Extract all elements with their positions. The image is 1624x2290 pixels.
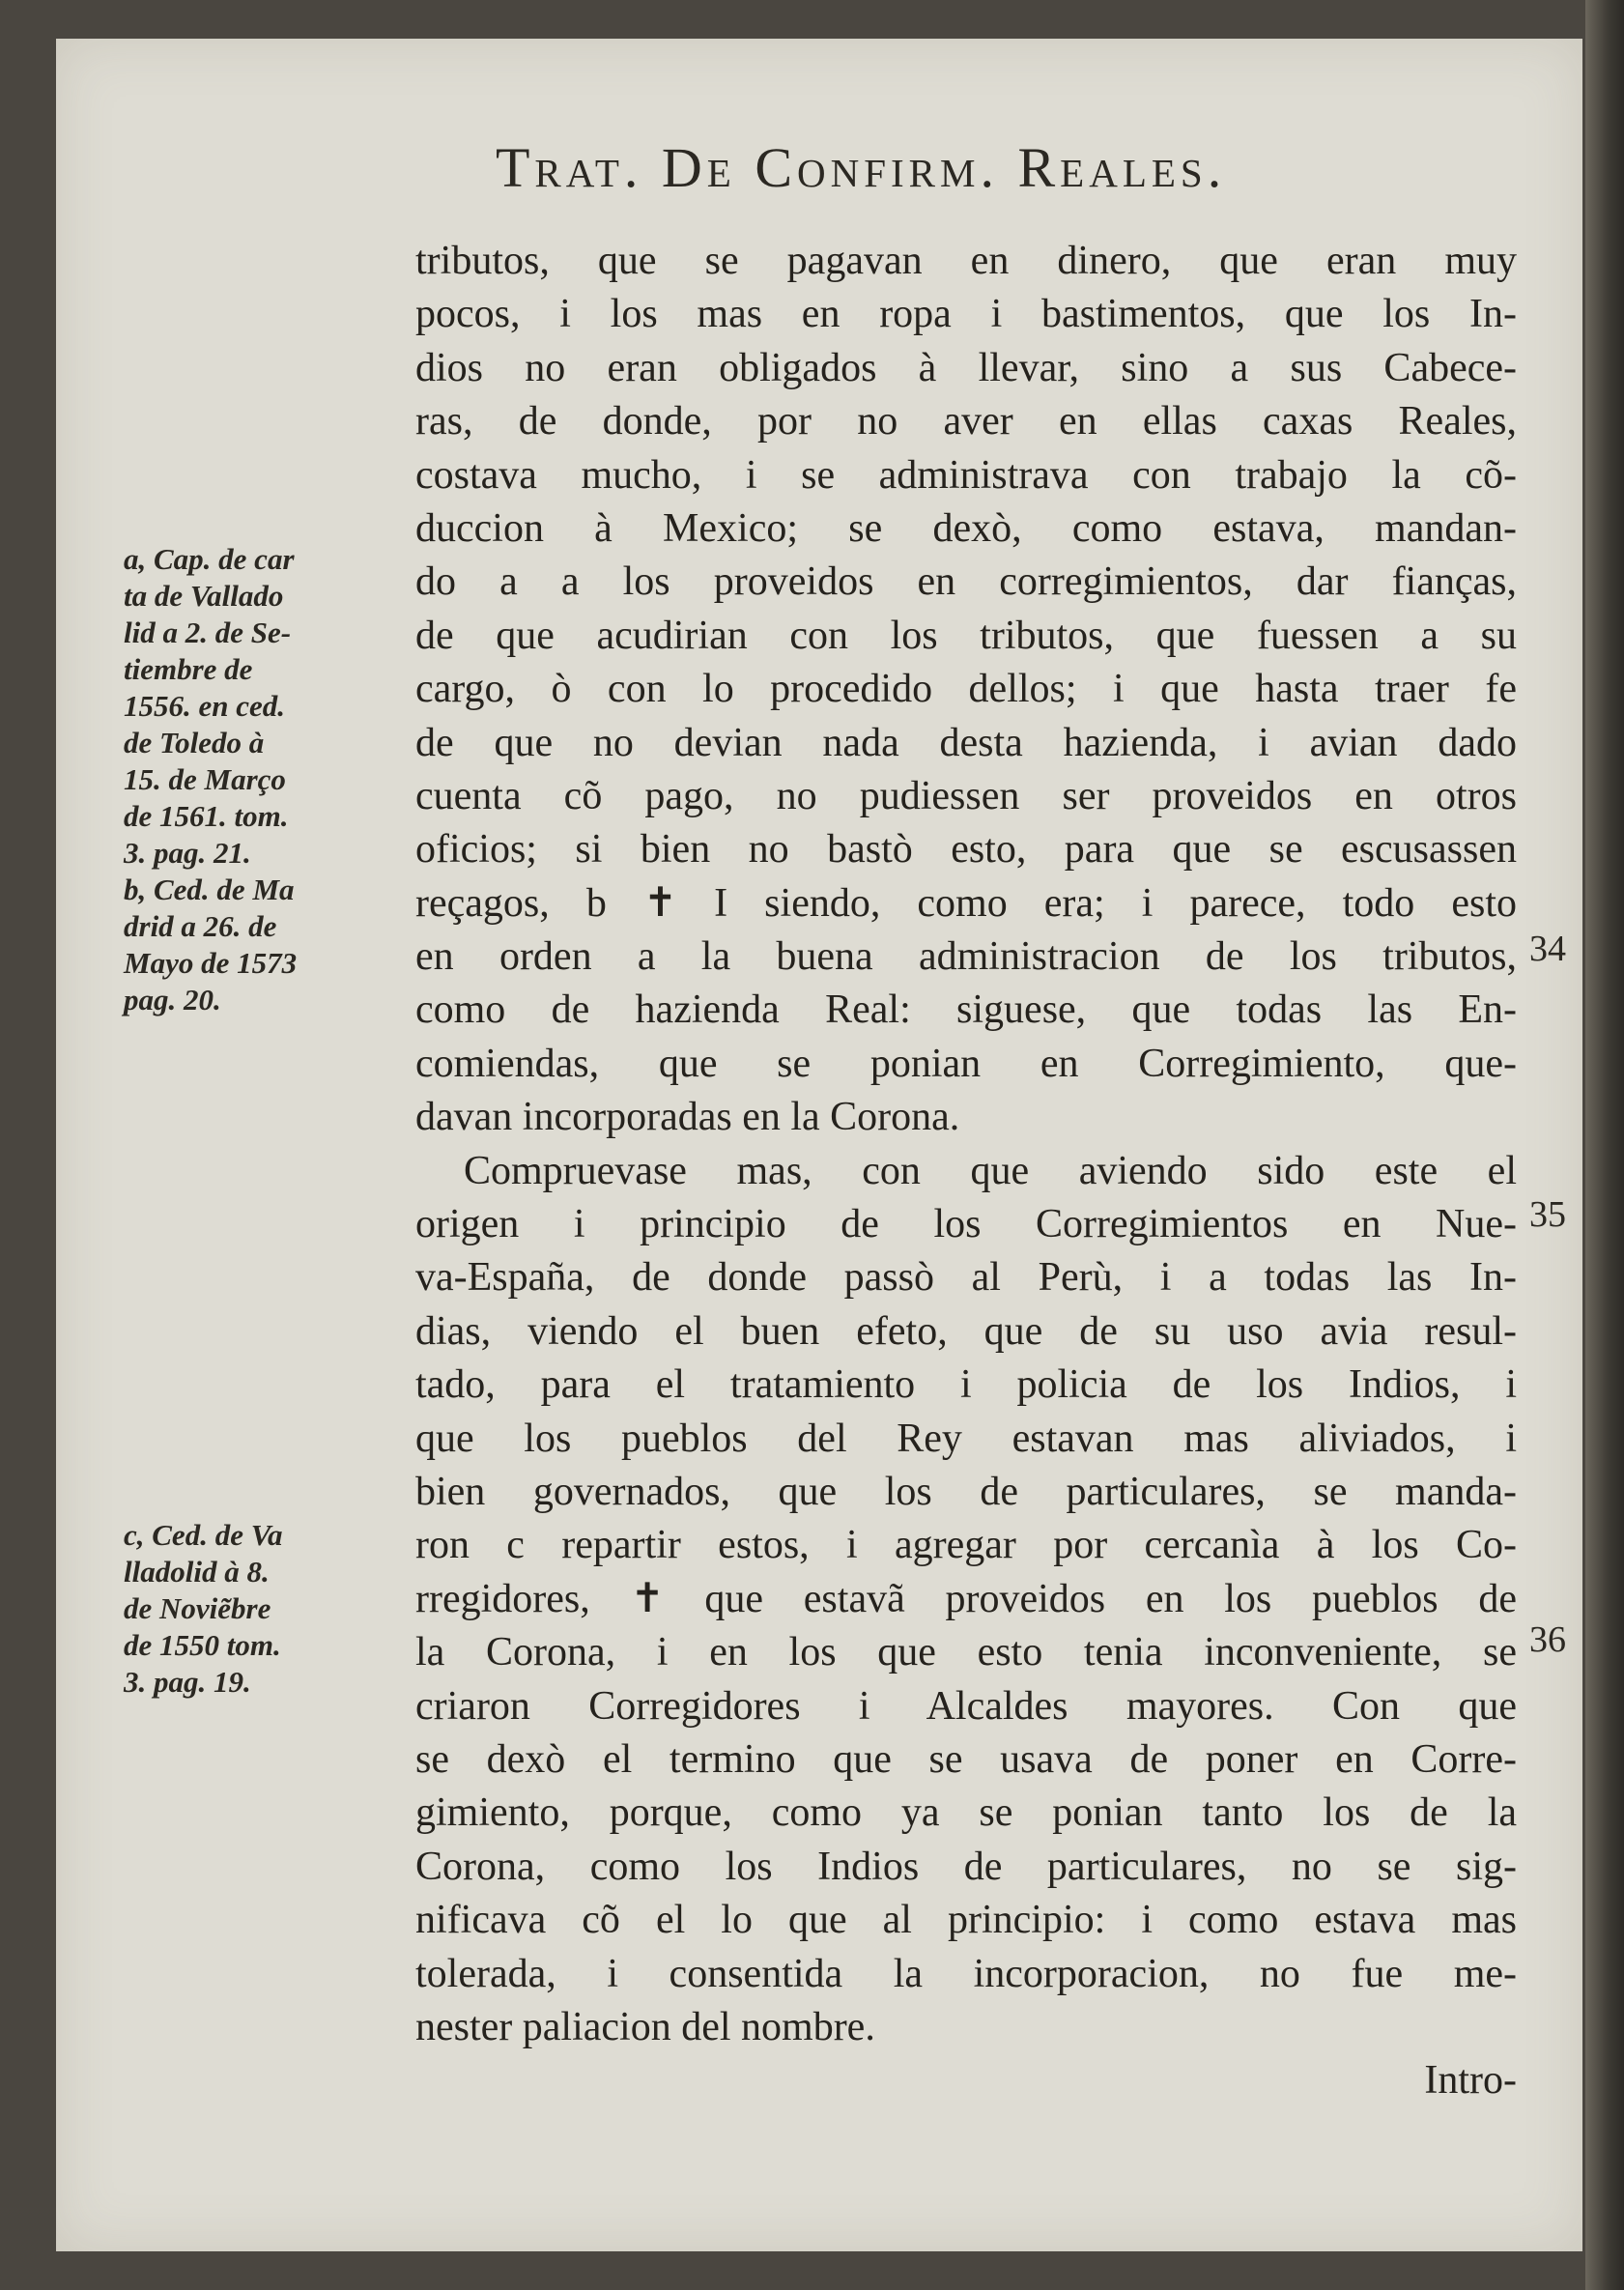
text-line: dias, viendo el buen efeto, que de su uso avia resul- bbox=[415, 1308, 1517, 1354]
text-line: como de hazienda Real: siguese, que todas las En- bbox=[415, 988, 1517, 1033]
text-line: bien governados, que los de particulares, se manda- bbox=[415, 1469, 1517, 1514]
text-line: nificava cõ el lo que al principio: i como estava mas bbox=[415, 1898, 1517, 1943]
text-line: do a a los proveidos en corregimientos, dar fianças, bbox=[415, 559, 1517, 605]
margin-note-line: 3. pag. 21. bbox=[124, 836, 251, 870]
margin-note-line: tiembre de bbox=[124, 652, 253, 686]
text-line: gimiento, porque, como ya se ponian tanto los de la bbox=[415, 1790, 1517, 1836]
margin-note-c bbox=[124, 1517, 380, 1701]
text-line: oficios; si bien no bastò esto, para que se escusassen bbox=[415, 827, 1517, 873]
text-line: va-España, de donde passò al Perù, i a todas las In- bbox=[415, 1255, 1517, 1301]
text-line: de que acudirian con los tributos, que fuessen a su bbox=[415, 613, 1517, 658]
margin-note-line: lladolid à 8. bbox=[124, 1555, 270, 1589]
body-text bbox=[415, 235, 1517, 2108]
margin-note-line: Mayo de 1573 bbox=[124, 946, 298, 980]
margin-note-line: de 1561. tom. bbox=[124, 799, 289, 833]
text-line: tolerada, i consentida la incorporacion, no fue me- bbox=[415, 1951, 1517, 1996]
margin-note-line: lid a 2. de Se- bbox=[124, 615, 292, 649]
margin-note-line: drid a 26. de bbox=[124, 909, 277, 943]
margin-note-line: de 1550 tom. bbox=[124, 1628, 281, 1662]
margin-note-a bbox=[124, 541, 380, 1018]
margin-note-line: b, Ced. de Ma bbox=[124, 873, 295, 906]
text-line: ras, de donde, por no aver en ellas caxas Reales, bbox=[415, 399, 1517, 444]
margin-note-line: c, Ced. de Va bbox=[124, 1518, 283, 1552]
text-line: rregidores, ✝ que estavã proveidos en los pueblos de bbox=[415, 1576, 1517, 1621]
margin-note-line: ta de Vallado bbox=[124, 579, 284, 613]
text-line: la Corona, i en los que esto tenia inconveniente, se bbox=[415, 1630, 1517, 1675]
section-number-36: 36 bbox=[1529, 1619, 1566, 1660]
text-line: pocos, i los mas en ropa i bastimentos, que los In- bbox=[415, 292, 1517, 337]
text-line: que los pueblos del Rey estavan mas aliviados, i bbox=[415, 1416, 1517, 1461]
text-line: en orden a la buena administracion de los tributos, bbox=[415, 934, 1517, 980]
section-number-35: 35 bbox=[1529, 1194, 1566, 1235]
margin-note-line: de Noviẽbre bbox=[124, 1591, 271, 1625]
running-head: Trat. De Confirm. Reales. bbox=[496, 136, 1227, 199]
margin-note-line: 3. pag. 19. bbox=[124, 1665, 251, 1699]
text-line: comiendas, que se ponian en Corregimiento, que- bbox=[415, 1041, 1517, 1086]
text-line: de que no devian nada desta hazienda, i avian dado bbox=[415, 720, 1517, 765]
text-line: criaron Corregidores i Alcaldes mayores. Con que bbox=[415, 1683, 1517, 1729]
text-line: duccion à Mexico; se dexò, como estava, mandan- bbox=[415, 505, 1517, 551]
text-line: cuenta cõ pago, no pudiessen ser proveidos en otros bbox=[415, 773, 1517, 818]
margin-note-line: de Toledo à bbox=[124, 726, 265, 759]
text-line: nester paliacion del nombre. bbox=[415, 2004, 875, 2049]
text-line: se dexò el termino que se usava de poner en Corre- bbox=[415, 1736, 1517, 1782]
text-line: Compruevase mas, con que aviendo sido este el bbox=[464, 1148, 1517, 1193]
margin-note-line: 1556. en ced. bbox=[124, 689, 286, 723]
text-line: davan incorporadas en la Corona. bbox=[415, 1095, 960, 1140]
text-line: origen i principio de los Corregimientos en Nue- bbox=[415, 1202, 1517, 1247]
text-line: tributos, que se pagavan en dinero, que eran muy bbox=[415, 239, 1517, 283]
text-line: cargo, ò con lo procedido dellos; i que hasta traer fe bbox=[415, 667, 1517, 712]
book-fore-edge bbox=[1585, 0, 1624, 2290]
margin-note-line: 15. de Março bbox=[124, 762, 286, 796]
text-line: costava mucho, i se administrava con trabajo la cõ- bbox=[415, 452, 1517, 498]
catchword: Intro- bbox=[1424, 2058, 1517, 2104]
text-line: reçagos, b ✝ I siendo, como era; i parece, todo esto bbox=[415, 880, 1517, 926]
section-number-34: 34 bbox=[1529, 929, 1566, 969]
text-line: tado, para el tratamiento i policia de los Indios, i bbox=[415, 1362, 1517, 1408]
margin-note-line: pag. 20. bbox=[124, 983, 221, 1016]
book-page bbox=[56, 39, 1582, 2251]
margin-note-line: a, Cap. de car bbox=[124, 542, 295, 576]
text-line: ron c repartir estos, i agregar por cercanìa à los Co- bbox=[415, 1523, 1517, 1568]
text-line: Corona, como los Indios de particulares, no se sig- bbox=[415, 1844, 1517, 1889]
text-line: dios no eran obligados à llevar, sino a sus Cabece- bbox=[415, 345, 1517, 390]
